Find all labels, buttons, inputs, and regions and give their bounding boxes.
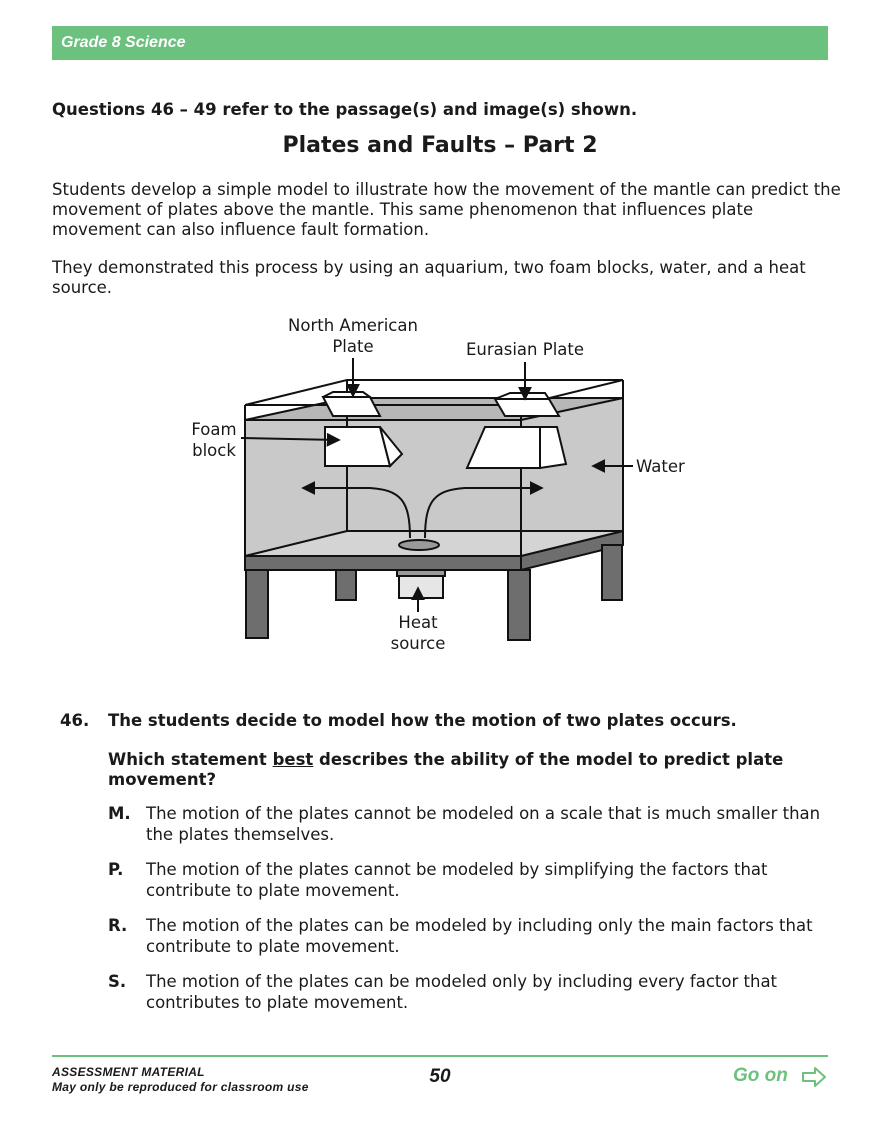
question-number: 46. (60, 711, 90, 730)
intro-text: Questions 46 – 49 refer to the passage(s) and image(s) shown. (52, 100, 638, 119)
page-title: Plates and Faults – Part 2 (282, 133, 598, 158)
label-foam-1: Foam (191, 420, 237, 439)
prompt-part-1: Which statement (108, 750, 273, 769)
option-text: The motion of the plates cannot be modeled on a scale that is much smaller than the plates themselves. (146, 804, 821, 844)
option-text: The motion of the plates can be modeled by including only the main factors that contribute to plate movement. (146, 916, 813, 956)
label-eurasian-plate: Eurasian Plate (465, 340, 585, 359)
page-number: 50 (429, 1066, 451, 1087)
label-na-plate-1: North American (288, 316, 418, 335)
arrow-right-icon (801, 1067, 827, 1087)
label-heat-2: source (390, 634, 446, 653)
label-na-plate-2: Plate (332, 337, 374, 356)
option-letter: S. (108, 972, 127, 991)
go-on-label: Go on (733, 1065, 788, 1086)
water-body (245, 398, 623, 556)
option-letter: M. (108, 804, 131, 823)
passage-paragraph-1: Students develop a simple model to illustrate how the movement of the mantle can predict the movement of plates above the mantle. This same phenomenon that influences plate movement can also influence fault formation. (52, 180, 841, 239)
label-foam-2: block (192, 441, 236, 460)
footer-line-1: ASSESSMENT MATERIAL (52, 1065, 205, 1079)
label-heat-1: Heat (398, 613, 438, 632)
option-letter: R. (108, 916, 128, 935)
question-prompt (108, 750, 828, 790)
prompt-part-2: describes the ability of the model to predict plate movement? (108, 750, 784, 789)
label-water: Water (636, 457, 685, 476)
subject-label: Grade 8 Science (61, 34, 186, 51)
passage-paragraph-2: They demonstrated this process by using an aquarium, two foam blocks, water, and a heat source. (52, 258, 806, 297)
option-text: The motion of the plates can be modeled only by including every factor that contributes to plate movement. (146, 972, 778, 1012)
option-letter: P. (108, 860, 124, 879)
footer-line-2: May only be reproduced for classroom use (52, 1080, 309, 1094)
go-on-link[interactable] (733, 1065, 788, 1087)
option-text: The motion of the plates cannot be modeled by simplifying the factors that contribute to plate movement. (146, 860, 768, 900)
question-stem: The students decide to model how the motion of two plates occurs. (108, 711, 737, 730)
prompt-emphasis: best (272, 750, 314, 769)
footer-divider (52, 1055, 828, 1057)
